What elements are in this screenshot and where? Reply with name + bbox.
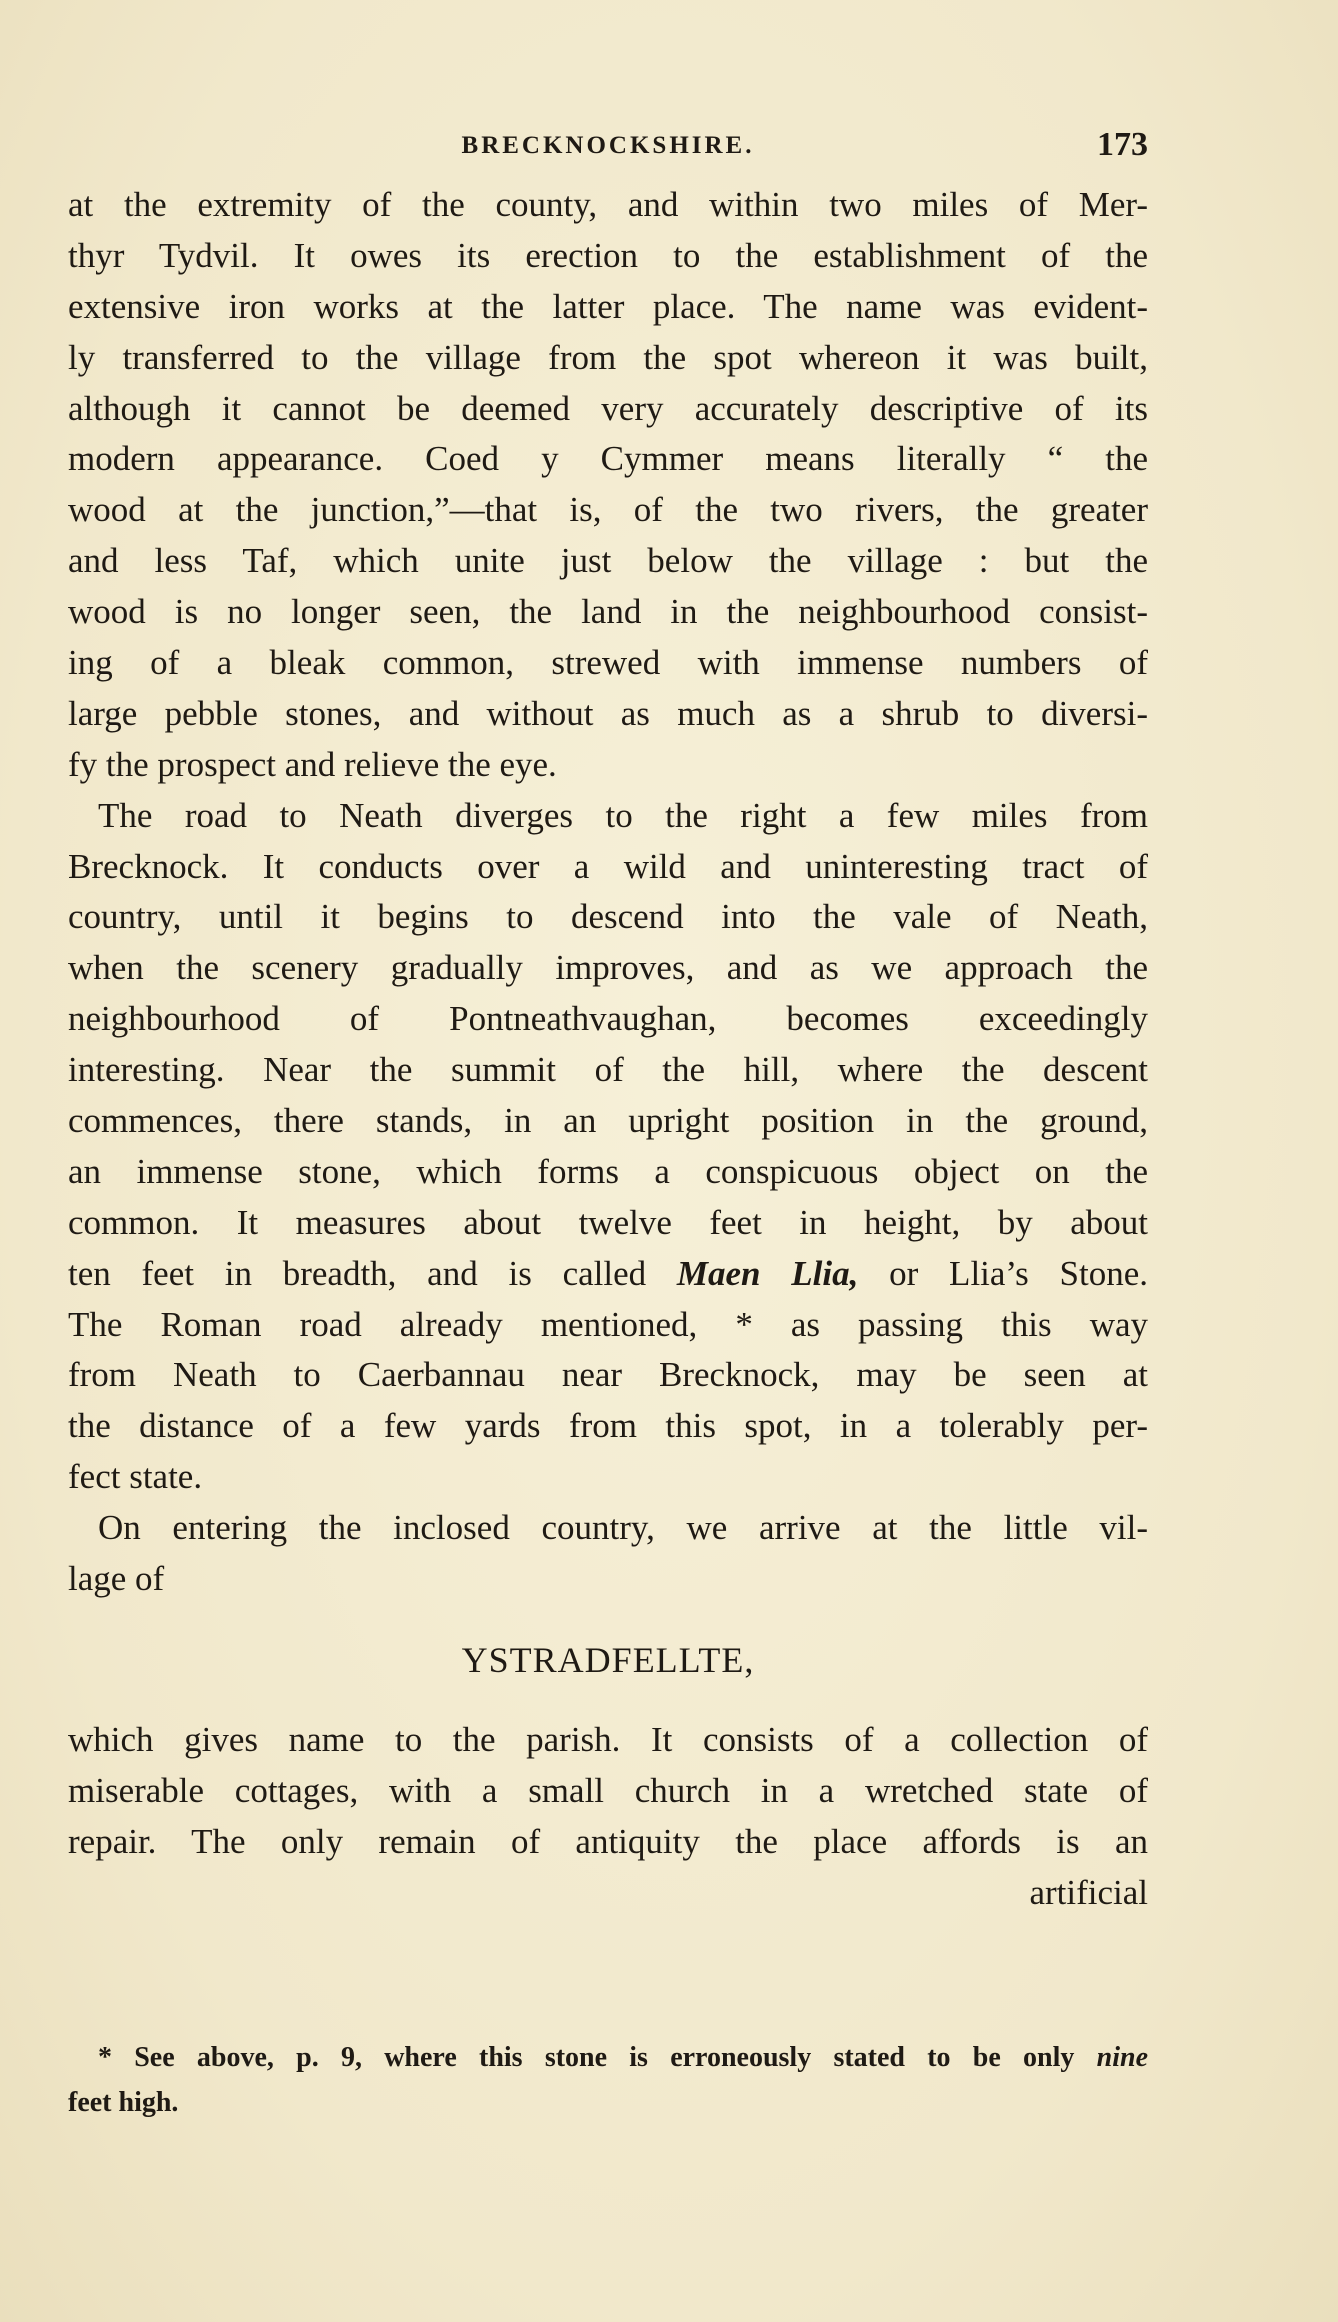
text-line: which gives name to the parish. It consists of a collection of xyxy=(68,1719,1148,1759)
text-line: The road to Neath diverges to the right a few miles from xyxy=(98,795,1148,835)
text-line: at the extremity of the county, and within two miles of Mer- xyxy=(68,185,1148,224)
section-heading: YSTRADFELLTE, xyxy=(461,1639,755,1680)
text-line: the distance of a few yards from this spot, in a tolerably per- xyxy=(68,1406,1148,1446)
text-line: Brecknock. It conducts over a wild and uninteresting tract of xyxy=(68,846,1148,886)
text-line: modern appearance. Coed y Cymmer means literally “ the xyxy=(68,439,1148,479)
page-number: 173 xyxy=(1097,126,1148,163)
maen-llia-italic: Maen Llia, xyxy=(676,1253,859,1293)
text-line: The Roman road already mentioned, * as passing this way xyxy=(68,1304,1148,1344)
body-text xyxy=(68,180,1148,1919)
text-segment: or Llia’s Stone. xyxy=(889,1253,1148,1293)
text-line: repair. The only remain of antiquity the place affords is an xyxy=(68,1821,1148,1861)
text-line: wood is no longer seen, the land in the neighbourhood consist- xyxy=(68,592,1148,632)
text-line: interesting. Near the summit of the hill, where the descent xyxy=(68,1050,1148,1090)
text-line: fy the prospect and relieve the eye. xyxy=(68,744,557,784)
text-line: ing of a bleak common, strewed with immense numbers of xyxy=(68,643,1148,683)
text-line: neighbourhood of Pontneathvaughan, becomes exceedingly xyxy=(68,999,1148,1039)
catchword: artificial xyxy=(1029,1872,1148,1912)
footnote-line xyxy=(68,2035,1148,2080)
running-title: BRECKNOCKSHIRE. xyxy=(461,132,755,159)
text-line: large pebble stones, and without as much as a shrub to diversi- xyxy=(68,693,1148,733)
text-line: commences, there stands, in an upright position in the ground, xyxy=(68,1101,1148,1141)
text-line: ly transferred to the village from the spot whereon it was built, xyxy=(68,337,1148,377)
text-segment: ten feet in breadth, and is called xyxy=(68,1253,647,1293)
text-line: fect state. xyxy=(68,1457,203,1497)
text-line: common. It measures about twelve feet in height, by about xyxy=(68,1202,1148,1242)
text-line: wood at the junction,”—that is, of the two rivers, the greater xyxy=(68,490,1148,530)
footnote-text: * See above, p. 9, where this stone is erroneously stated to be only xyxy=(98,2042,1075,2073)
text-line: On entering the inclosed country, we arrive at the little vil- xyxy=(98,1508,1148,1548)
footnote-line: feet high. xyxy=(68,2087,179,2118)
text-line: extensive iron works at the latter place. The name was evident- xyxy=(68,286,1148,326)
text-line: and less Taf, which unite just below the village : but the xyxy=(68,541,1148,581)
running-head xyxy=(68,126,1148,172)
text-line: thyr Tydvil. It owes its erection to the establishment of the xyxy=(68,235,1148,275)
text-line: miserable cottages, with a small church in a wretched state of xyxy=(68,1770,1148,1810)
text-line: country, until it begins to descend into the vale of Neath, xyxy=(68,897,1148,937)
text-line: an immense stone, which forms a conspicuous object on the xyxy=(68,1151,1148,1191)
text-line: when the scenery gradually improves, and as we approach the xyxy=(68,948,1148,988)
text-line: from Neath to Caerbannau near Brecknock, may be seen at xyxy=(68,1355,1148,1395)
footnote-italic: nine xyxy=(1096,2042,1148,2073)
footnote xyxy=(68,2035,1148,2125)
text-line: lage of xyxy=(68,1559,165,1599)
text-line-maen-llia xyxy=(68,1249,1148,1300)
text-line: although it cannot be deemed very accurately descriptive of its xyxy=(68,388,1148,428)
